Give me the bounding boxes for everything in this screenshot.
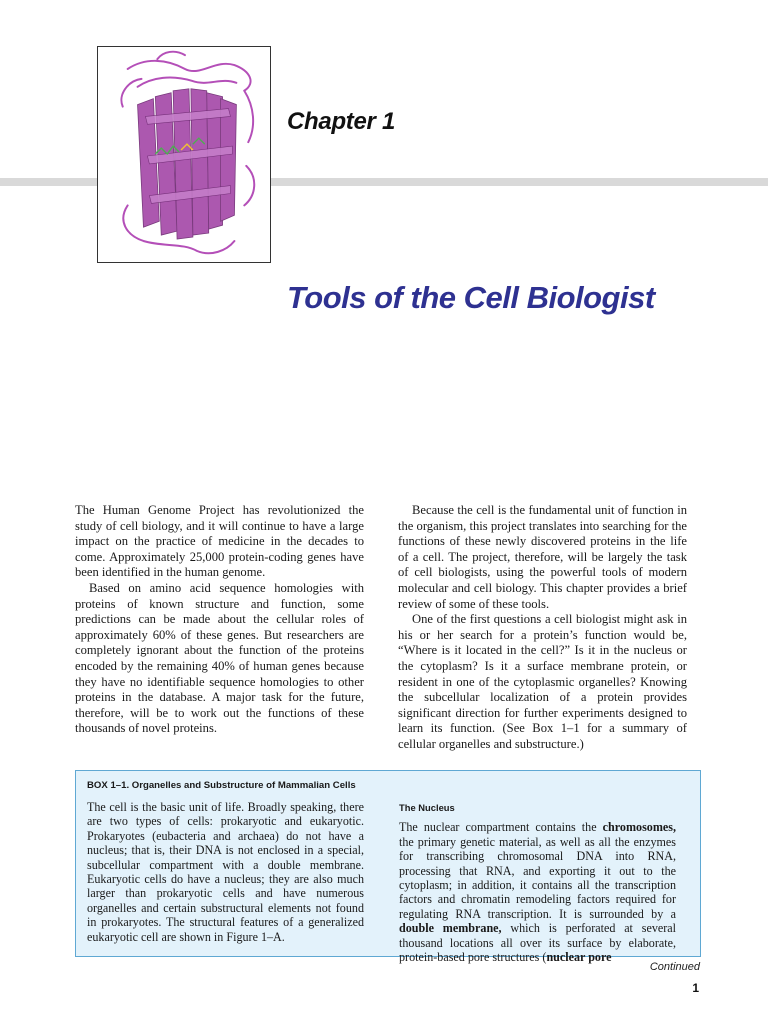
body-paragraph: One of the first questions a cell biologist might ask in his or her search for a protein’s function would be, “Where is it located in the cell?” Is it in the nucleus or the cytoplasm? Is it a surface membrane protein, or resident in one of the cytoplasmic organelles? Knowing the subcellular localization of a protein provides significant direction for further experiments designed to learn its function. (See Box 1–1 for a summary of cellular organelles and substructure.) (398, 612, 687, 751)
box-subhead: The Nucleus (399, 802, 455, 813)
body-column-right (398, 503, 687, 753)
body-column-left (75, 503, 364, 737)
box-paragraph (399, 820, 676, 964)
box-text: the primary genetic material, as well as all the enzymes for transcribing chromosomal DNA into RNA, processing that RNA, and exporting it out to the cytoplasm; in addition, it contains all the transcription factors and chromatin remodeling factors required for regulating RNA transcription. It is surrounded by a (399, 834, 676, 921)
box-text: The nuclear compartment contains the (399, 820, 603, 835)
box-text: which is perforated at several thousand locations all over its surface by elaborate, protein-based pore structures ( (399, 921, 676, 965)
box-title: BOX 1–1. Organelles and Substructure of Mammalian Cells (87, 780, 356, 791)
body-paragraph: Because the cell is the fundamental unit of function in the organism, this project translates into searching for the functions of these newly discovered proteins in the life of a cell. The project, therefore, will be largely the task of cell biologists, using the powerful tools of modern molecular and cell biology. This chapter provides a brief review of some of these tools. (398, 503, 687, 611)
chapter-label: Chapter 1 (287, 108, 395, 135)
box-column-right (399, 801, 676, 964)
protein-ribbon-structure-icon (98, 47, 270, 262)
box-term: chromosomes, (602, 820, 676, 835)
page-number: 1 (692, 981, 699, 995)
box-paragraph: The cell is the basic unit of life. Broadly speaking, there are two types of cells: prokaryotic and eukaryotic. Prokaryotes (eubacteria and archaea) do not have a nucleus; that is, their DNA is not enclosed in a special, subcellular compartment with a double membrane. Eukaryotic cells do have a nucleus; they are also much larger than prokaryotic cells and have numerous organelles and certain substructural elements not found in prokaryotes. The structural features of a generalized eukaryotic cell are shown in Figure 1–A. (87, 800, 364, 944)
body-paragraph: Based on amino acid sequence homologies with proteins of known structure and function, some predictions can be made about the cellular roles of approximately 60% of these genes. But researchers are completely ignorant about the function of the proteins encoded by the remaining 40% of human genes because they have no identifiable sequence homologies to other proteins in the database. A major task for the future, therefore, will be to work out the functions of these thousands of novel proteins. (75, 580, 364, 736)
sidebar-box (75, 770, 701, 965)
box-column-left (87, 800, 364, 944)
box-term: nuclear pore (546, 950, 612, 965)
chapter-figure (97, 46, 271, 263)
body-paragraph: The Human Genome Project has revolutionized the study of cell biology, and it will continue to have a large impact on the practice of medicine in the decades to come. Approximately 25,000 protein-coding genes have been identified in the human genome. (75, 503, 364, 580)
continued-label: Continued (649, 961, 700, 973)
box-term: double membrane, (399, 921, 502, 936)
chapter-title: Tools of the Cell Biologist (287, 280, 655, 315)
